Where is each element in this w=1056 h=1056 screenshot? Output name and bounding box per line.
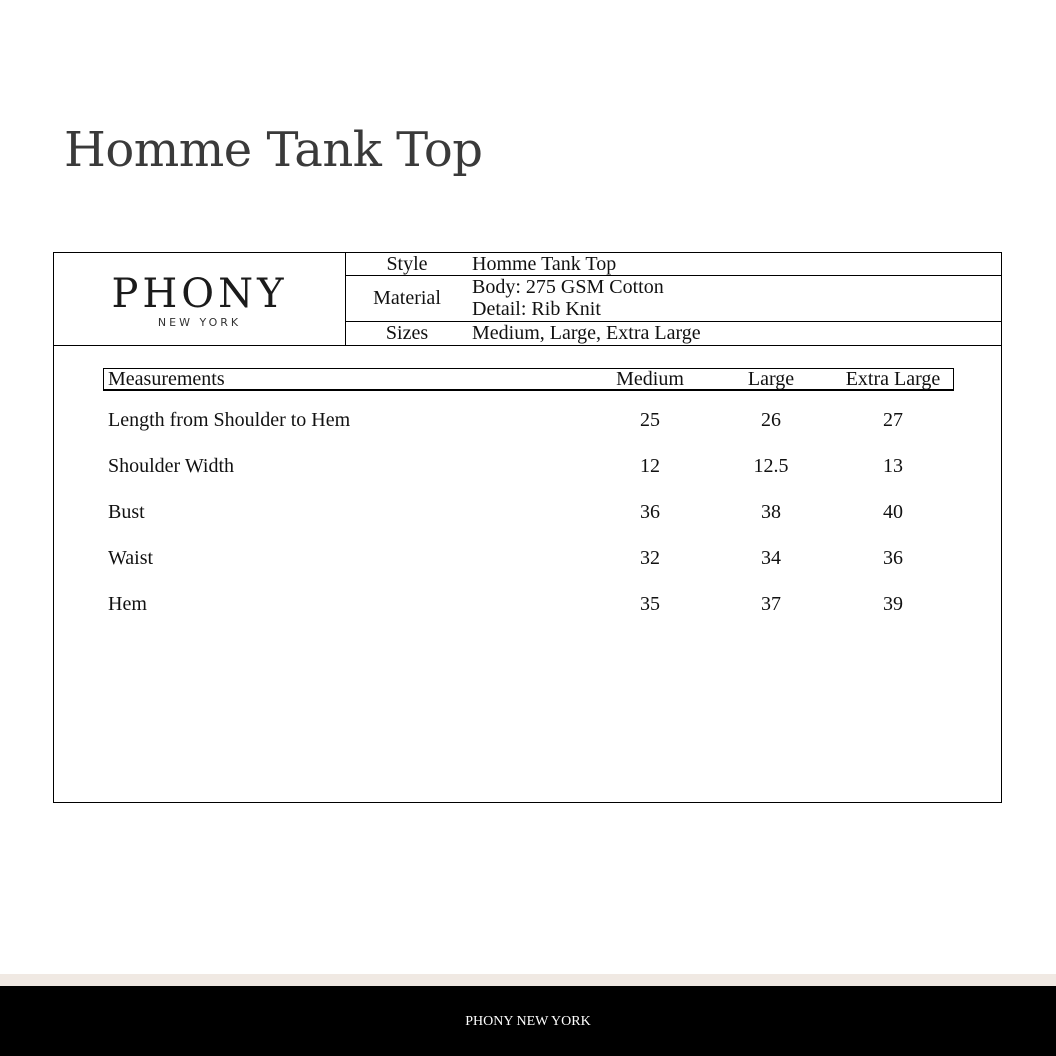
table-row [103, 593, 954, 619]
cell-medium: 12 [640, 455, 660, 477]
measurements-header [103, 368, 954, 391]
cell-medium: 32 [640, 547, 660, 569]
spec-label-material: Material [373, 287, 441, 309]
cell-medium: 25 [640, 409, 660, 431]
cell-medium: 35 [640, 593, 660, 615]
cell-large: 12.5 [753, 455, 789, 477]
cell-extra-large: 39 [883, 593, 903, 615]
header-measurements: Measurements [108, 368, 225, 390]
cell-extra-large: 27 [883, 409, 903, 431]
spec-value-style: Homme Tank Top [472, 253, 617, 275]
cell-extra-large: 40 [883, 501, 903, 523]
row-name: Shoulder Width [108, 455, 235, 477]
brand-logo [54, 253, 346, 345]
footer-brand-text: PHONY NEW YORK [465, 1014, 591, 1029]
cell-extra-large: 36 [883, 547, 903, 569]
spec-header [54, 253, 1001, 346]
table-row [103, 547, 954, 573]
spec-label-style: Style [386, 253, 428, 275]
spec-value-material-detail: Detail: Rib Knit [472, 298, 601, 320]
logo-wordmark: PHONY [111, 271, 288, 317]
footer-divider-band [0, 974, 1056, 986]
table-row [103, 501, 954, 527]
spec-row-material [346, 276, 1001, 322]
header-large: Large [747, 368, 795, 390]
cell-medium: 36 [640, 501, 660, 523]
cell-large: 26 [761, 409, 781, 431]
spec-value-material-body: Body: 275 GSM Cotton [472, 276, 664, 298]
spec-label-sizes: Sizes [385, 322, 429, 344]
logo-subline: NEW YORK [157, 316, 242, 329]
cell-large: 37 [761, 593, 781, 615]
spec-value-sizes: Medium, Large, Extra Large [472, 322, 701, 344]
row-name: Hem [108, 593, 147, 615]
header-medium: Medium [616, 368, 684, 390]
page-title: Homme Tank Top [64, 122, 483, 178]
table-row [103, 409, 954, 435]
spec-table [346, 253, 1001, 345]
row-name: Bust [108, 501, 145, 523]
cell-extra-large: 13 [883, 455, 903, 477]
cell-large: 34 [761, 547, 781, 569]
row-name: Length from Shoulder to Hem [108, 409, 351, 431]
table-row [103, 455, 954, 481]
cell-large: 38 [761, 501, 781, 523]
spec-sheet [53, 252, 1002, 803]
footer [0, 986, 1056, 1056]
row-name: Waist [108, 547, 154, 569]
spec-row-style [346, 253, 1001, 276]
spec-row-sizes [346, 322, 1001, 345]
header-extra-large: Extra Large [845, 368, 941, 390]
